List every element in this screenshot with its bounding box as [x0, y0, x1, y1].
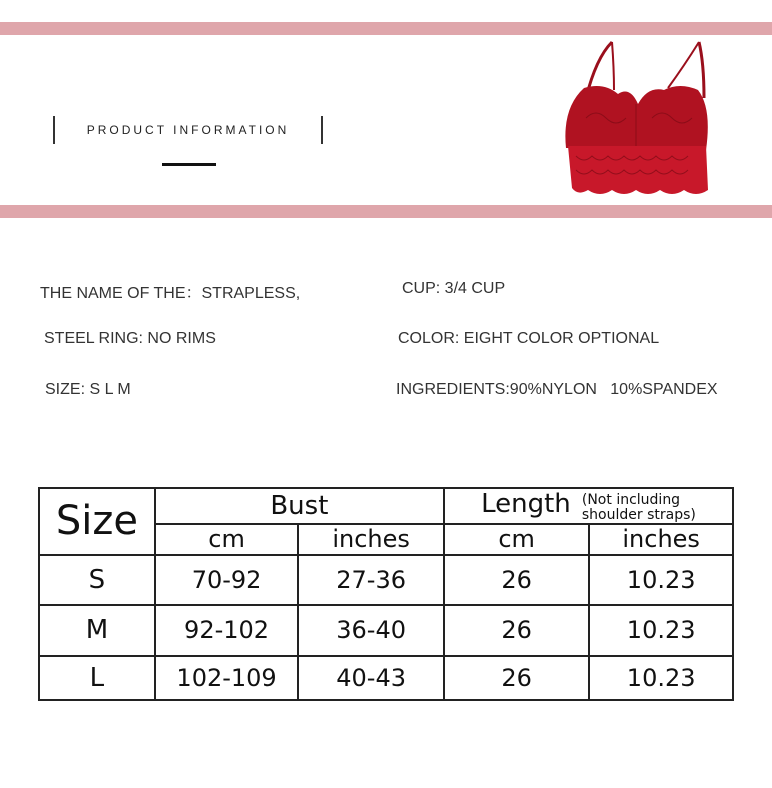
table-row	[39, 605, 733, 655]
row-size: S	[39, 555, 155, 605]
info-cup: CUP: 3/4 CUP	[402, 280, 506, 297]
unit-bust-inches: inches	[298, 524, 444, 554]
title-underline	[162, 163, 216, 166]
size-chart-table	[38, 487, 734, 701]
size-header: Size	[39, 488, 155, 555]
row-length-cm: 26	[444, 605, 589, 655]
info-size: SIZE: S L M	[45, 381, 131, 398]
info-ingredients: INGREDIENTS:90%NYLON 10%SPANDEX	[396, 381, 718, 398]
row-bust-inches: 27-36	[298, 555, 444, 605]
length-header: Length	[481, 489, 571, 520]
page-title-text: PRODUCT INFORMATION	[86, 123, 290, 137]
length-note-line1: (Not including	[581, 491, 681, 508]
length-header-cell	[444, 488, 733, 524]
top-decor-band	[0, 22, 772, 35]
row-bust-cm: 92-102	[155, 605, 299, 655]
row-size: M	[39, 605, 155, 655]
table-row	[39, 555, 733, 605]
length-note	[582, 493, 696, 523]
length-note-line2: shoulder straps)	[581, 506, 696, 523]
product-image	[556, 38, 716, 203]
bust-header: Bust	[155, 488, 444, 524]
row-length-inches: 10.23	[589, 656, 733, 700]
unit-length-cm: cm	[444, 524, 589, 554]
unit-length-inches: inches	[589, 524, 733, 554]
info-steel-ring: STEEL RING: NO RIMS	[44, 330, 216, 347]
page-title	[53, 116, 323, 144]
row-length-inches: 10.23	[589, 605, 733, 655]
row-bust-inches: 40-43	[298, 656, 444, 700]
row-length-inches: 10.23	[589, 555, 733, 605]
bottom-decor-band	[0, 205, 772, 218]
table-row	[39, 656, 733, 700]
row-bust-cm: 70-92	[155, 555, 299, 605]
row-length-cm: 26	[444, 555, 589, 605]
info-name: THE NAME OF THE：STRAPLESS,	[40, 285, 301, 302]
info-color: COLOR: EIGHT COLOR OPTIONAL	[398, 330, 660, 347]
table-header-row	[39, 488, 733, 524]
unit-bust-cm: cm	[155, 524, 299, 554]
row-bust-cm: 102-109	[155, 656, 299, 700]
row-bust-inches: 36-40	[298, 605, 444, 655]
row-length-cm: 26	[444, 656, 589, 700]
row-size: L	[39, 656, 155, 700]
